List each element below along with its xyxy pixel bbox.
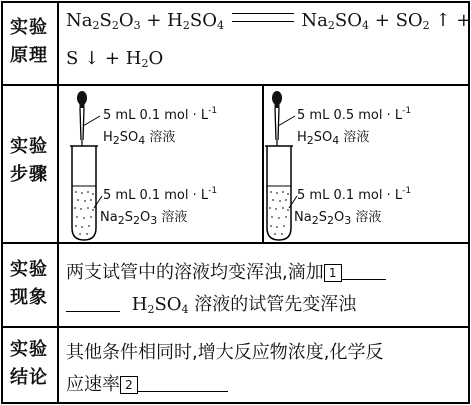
blank-2-marker: 2 [120,376,138,394]
right-dropper-reagent: $H_2SO_4$ 溶液 [297,130,370,147]
phenomenon-label-line1: 实验 [10,259,48,280]
precipitate-arrow-icon: ↓ [84,48,100,69]
conclusion-line1: 其他条件相同时,增大反应物浓度,化学反 [66,342,384,363]
table-left-border [1,1,3,404]
eq-reactant-na2s2o3: $Na_2S_2O_3$ [66,10,141,32]
phenomenon-line1 [66,258,386,284]
row-divider-2 [1,242,469,244]
eq-double-line-sign [232,13,294,22]
eq-product-s: S [66,48,79,69]
eq-product-so2: $SO_2$ [395,10,430,32]
eq-plus-sign: + [456,10,471,31]
steps-label-line1: 实验 [10,136,48,157]
conclusion-label-line1: 实验 [10,339,48,360]
eq-product-h2o: $H_2O$ [125,48,164,70]
eq-plus-sign: + [374,10,390,31]
conclusion-line2 [66,370,228,396]
phenomenon-label [4,256,54,312]
left-tube-reagent: $Na_2S_2O_3$ 溶液 [100,210,188,227]
phenomenon-text: 两支试管中的溶液均变浑浊,滴加 [66,262,324,283]
left-dropper-amount: 5 mL 0.1 mol · $L^{-1}$ [103,106,218,123]
answer-blank-1-continued[interactable] [66,293,120,312]
row-divider-1 [1,84,469,86]
dropper-bulb [77,91,87,105]
dropper-pointer-line [278,116,295,126]
dropper-stem-left [80,108,81,140]
label-column-divider [57,1,59,404]
phenomenon-text-2: 溶液的试管先变浑浊 [194,294,357,315]
left-dropper-reagent: $H_2SO_4$ 溶液 [103,130,176,147]
eq-product-na2so4: $Na_2SO_4$ [301,10,369,32]
blank-1-marker: 1 [324,264,342,282]
principle-label-line1: 实验 [10,17,48,38]
eq-plus-sign: + [104,48,120,69]
eq-reactant-h2so4: $H_2SO_4$ [167,10,224,32]
principle-label-line2: 原理 [10,45,48,66]
conclusion-label-line2: 结论 [10,367,48,388]
conclusion-text-2: 应速率 [66,374,120,395]
left-tube-amount: 5 mL 0.1 mol · $L^{-1}$ [103,186,218,203]
right-tube-amount: 5 mL 0.1 mol · $L^{-1}$ [297,186,412,203]
right-tube-reagent: $Na_2S_2O_3$ 溶液 [294,210,382,227]
phenomenon-reagent: $H_2SO_4$ [131,294,189,316]
phenomenon-label-line2: 现象 [10,287,48,308]
answer-blank-1[interactable] [342,261,386,280]
answer-blank-2[interactable] [138,373,228,392]
table-right-border [468,1,470,404]
dropper-stem-right [83,108,84,140]
phenomenon-line2 [66,290,356,316]
steps-label-line2: 步骤 [10,164,48,185]
dropper-bulb [272,91,282,105]
steps-label [4,133,54,189]
equation-line1 [66,10,471,32]
liquid-dots [74,191,94,235]
liquid-dots [269,191,289,235]
equation-line2 [66,48,163,70]
dropper-stem-left [275,108,276,140]
dropper-pointer-line [83,116,100,126]
table-bottom-border [1,402,469,404]
row-divider-3 [1,326,469,328]
dropper-neck [275,104,280,108]
principle-label [4,14,54,70]
dropper-neck [80,104,85,108]
gas-arrow-icon: ↑ [435,10,451,31]
table-top-border [1,1,469,3]
eq-plus-sign: + [146,10,162,31]
dropper-stem-right [278,108,279,140]
right-dropper-amount: 5 mL 0.5 mol · $L^{-1}$ [297,106,412,123]
conclusion-label [4,336,54,392]
